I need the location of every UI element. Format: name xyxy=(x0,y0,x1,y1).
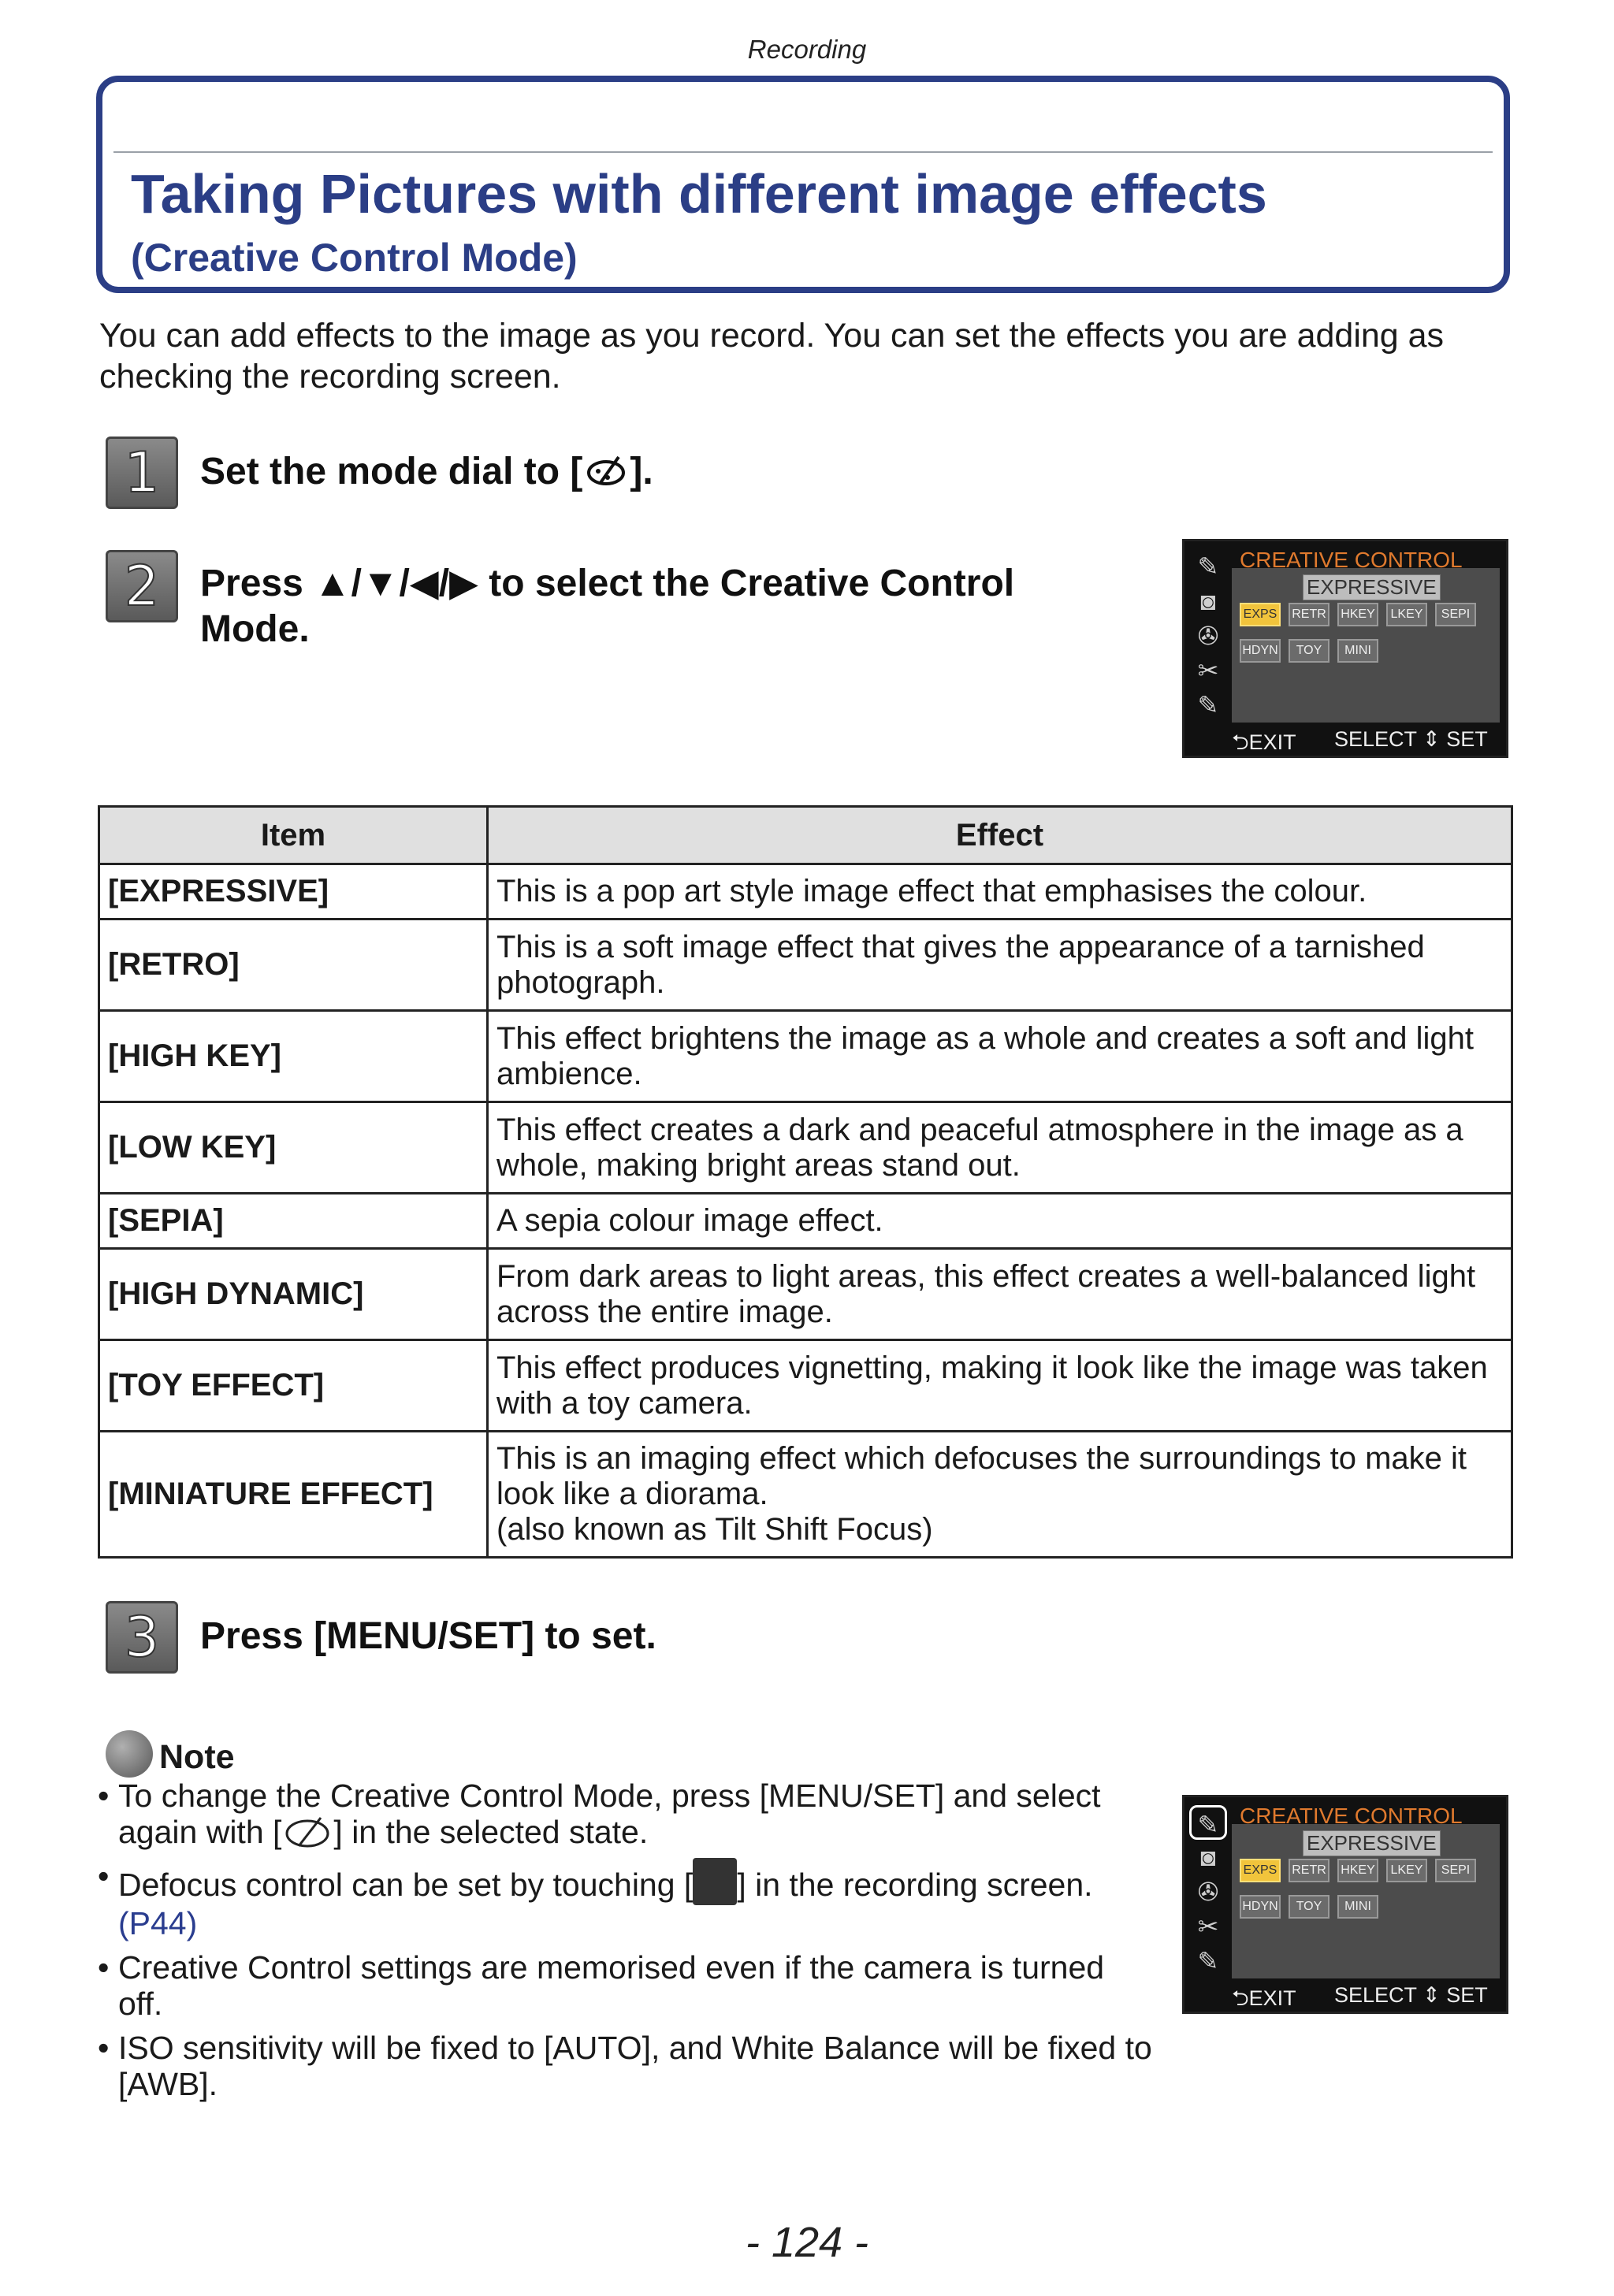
note-list xyxy=(98,1778,1154,2110)
list-item: • Creative Control settings are memorised even if the camera is turned off. xyxy=(98,1949,1154,2022)
screen-option: MINI xyxy=(1337,639,1378,663)
setup-menu-icon: ✎ xyxy=(1197,691,1219,719)
creative-control-menu-icon: ✎ xyxy=(1189,1805,1227,1840)
column-header-item: Item xyxy=(99,807,488,864)
screen-option: SEPI xyxy=(1435,1859,1476,1882)
camera-screen-preview xyxy=(1182,539,1508,758)
defocus-touch-icon xyxy=(693,1858,737,1905)
creative-control-dial-icon xyxy=(584,454,628,489)
screen-select-set: SELECT ⇕ SET xyxy=(1334,727,1488,751)
item-cell: [HIGH DYNAMIC] xyxy=(99,1249,488,1340)
screen-subtitle: EXPRESSIVE xyxy=(1303,1830,1441,1856)
column-header-effect: Effect xyxy=(488,807,1512,864)
intro-paragraph: You can add effects to the image as you record. You can set the effects you are adding as checking the recording screen. xyxy=(99,317,1445,396)
screen-option: EXPS xyxy=(1240,603,1281,626)
screen-option: HKEY xyxy=(1337,603,1378,626)
page-subtitle: (Creative Control Mode) xyxy=(131,236,578,280)
step-2-badge: 2 xyxy=(106,550,178,622)
screen-footer xyxy=(1232,1983,1500,2019)
screen-option: SEPI xyxy=(1435,603,1476,626)
screen-option: HKEY xyxy=(1337,1859,1378,1882)
table-row xyxy=(99,920,1512,1011)
step-3-text: Press [MENU/SET] to set. xyxy=(200,1615,656,1657)
screen-select-set: SELECT ⇕ SET xyxy=(1334,1983,1488,2007)
custom-menu-icon: ✂ xyxy=(1197,1912,1219,1941)
screen-option: RETR xyxy=(1289,1859,1330,1882)
screen-menu-icons xyxy=(1189,1805,1227,2002)
screen-title: CREATIVE CONTROL xyxy=(1240,1804,1463,1828)
step-1-badge: 1 xyxy=(106,437,178,509)
camera-menu-icon: ◙ xyxy=(1200,587,1216,615)
table-row xyxy=(99,1249,1512,1340)
screen-option: HDYN xyxy=(1240,639,1281,663)
effect-cell: This effect brightens the image as a whole and creates a soft and light ambience. xyxy=(488,1011,1512,1102)
effect-cell: This effect produces vignetting, making it look like the image was taken with a toy camera. xyxy=(488,1340,1512,1432)
screen-option: TOY xyxy=(1289,639,1330,663)
item-cell: [EXPRESSIVE] xyxy=(99,864,488,920)
creative-control-icon xyxy=(281,1815,333,1849)
screen-option: TOY xyxy=(1289,1895,1330,1919)
title-box xyxy=(96,76,1510,293)
page-number: - 124 - xyxy=(745,2219,869,2266)
effect-cell: This effect creates a dark and peaceful atmosphere in the image as a whole, making bright areas stand out. xyxy=(488,1102,1512,1194)
screen-option: RETR xyxy=(1289,603,1330,626)
video-menu-icon: ✇ xyxy=(1197,1878,1219,1906)
custom-menu-icon: ✂ xyxy=(1197,656,1219,685)
creative-control-menu-icon: ✎ xyxy=(1197,552,1219,581)
video-menu-icon: ✇ xyxy=(1197,622,1219,650)
list-item: • Defocus control can be set by touching [ ] in the recording screen. (P44) xyxy=(98,1858,1154,1941)
screen-exit-label: ⮌EXIT xyxy=(1232,1986,1296,2010)
effect-cell: This is a pop art style image effect that emphasises the colour. xyxy=(488,864,1512,920)
screen-option: LKEY xyxy=(1386,1859,1427,1882)
step-2-text: Press ▲/▼/◀/▶ to select the Creative Control Mode. xyxy=(200,563,1015,650)
screen-footer xyxy=(1232,727,1500,763)
step-3-badge: 3 xyxy=(106,1601,178,1674)
screen-option: HDYN xyxy=(1240,1895,1281,1919)
screen-option: MINI xyxy=(1337,1895,1378,1919)
table-row xyxy=(99,864,1512,920)
page-title: Taking Pictures with different image effects xyxy=(131,163,1267,225)
title-divider xyxy=(113,151,1493,153)
setup-menu-icon: ✎ xyxy=(1197,1947,1219,1975)
note-title: Note xyxy=(159,1738,235,1776)
table-row xyxy=(99,1194,1512,1249)
screen-title: CREATIVE CONTROL xyxy=(1240,548,1463,572)
camera-screen-note xyxy=(1182,1795,1508,2014)
screen-option: LKEY xyxy=(1386,603,1427,626)
item-cell: [RETRO] xyxy=(99,920,488,1011)
effect-cell: From dark areas to light areas, this effect creates a well-balanced light across the entire image. xyxy=(488,1249,1512,1340)
effect-cell: A sepia colour image effect. xyxy=(488,1194,1512,1249)
item-cell: [TOY EFFECT] xyxy=(99,1340,488,1432)
effect-cell: This is a soft image effect that gives the appearance of a tarnished photograph. xyxy=(488,920,1512,1011)
item-cell: [HIGH KEY] xyxy=(99,1011,488,1102)
section-header: Recording xyxy=(747,35,867,64)
screen-subtitle: EXPRESSIVE xyxy=(1303,574,1441,600)
screen-option: EXPS xyxy=(1240,1859,1281,1882)
step-1-text: Set the mode dial to [ ]. xyxy=(200,451,653,492)
item-cell: [MINIATURE EFFECT] xyxy=(99,1432,488,1558)
list-item: • ISO sensitivity will be fixed to [AUTO], and White Balance will be fixed to [AWB]. xyxy=(98,2030,1154,2102)
table-row xyxy=(99,1102,1512,1194)
effect-cell: This is an imaging effect which defocuses the surroundings to make it look like a diorama. (also known as Tilt Shift Focus) xyxy=(488,1432,1512,1558)
screen-menu-icons xyxy=(1189,549,1227,746)
effects-table xyxy=(98,805,1513,1559)
list-item: • To change the Creative Control Mode, press [MENU/SET] and select again with [ ] in the selected state. xyxy=(98,1778,1154,1850)
page-link[interactable]: (P44) xyxy=(118,1905,198,1941)
item-cell: [SEPIA] xyxy=(99,1194,488,1249)
table-row xyxy=(99,1340,1512,1432)
table-row xyxy=(99,1432,1512,1558)
note-pencil-icon xyxy=(106,1730,153,1778)
camera-menu-icon: ◙ xyxy=(1200,1843,1216,1871)
item-cell: [LOW KEY] xyxy=(99,1102,488,1194)
screen-exit-label: ⮌EXIT xyxy=(1232,730,1296,754)
table-row xyxy=(99,1011,1512,1102)
table-header-row xyxy=(99,807,1512,864)
